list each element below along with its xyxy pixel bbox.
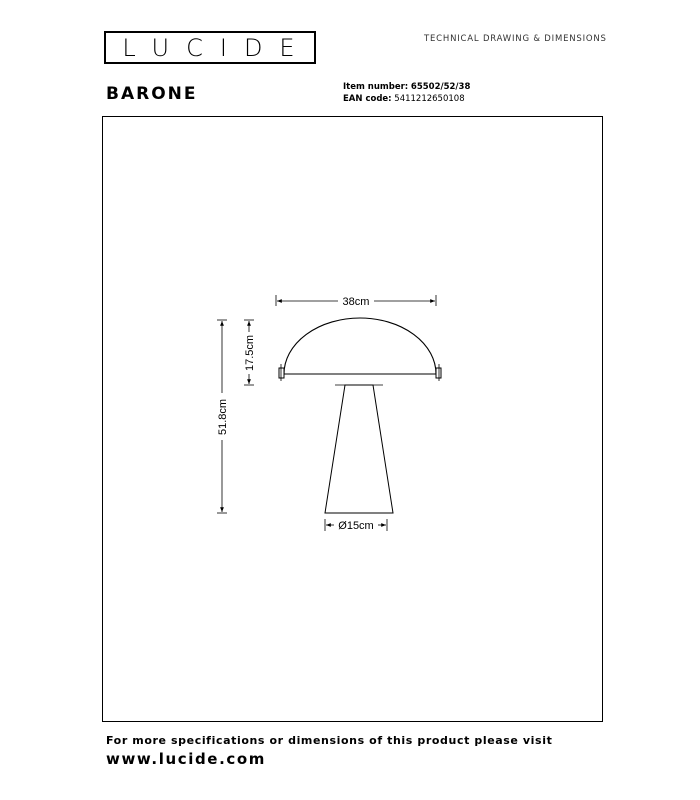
left-knob-icon: [279, 368, 284, 378]
item-number-value: 65502/52/38: [410, 82, 471, 92]
shade-height-label: 17.5cm: [244, 334, 256, 372]
lamp-base: [325, 385, 393, 513]
document-type: TECHNICAL DRAWING & DIMENSIONS: [424, 34, 607, 44]
website-link[interactable]: www.lucide.com: [106, 750, 266, 768]
lamp-shade: [284, 318, 436, 374]
right-knob-icon: [436, 368, 441, 378]
item-number-label: Item number:: [343, 82, 409, 92]
ean-value: 5411212650108: [394, 94, 465, 104]
total-height-label: 51.8cm: [217, 398, 229, 436]
ean-label: EAN code:: [343, 94, 392, 104]
product-name: BARONE: [106, 84, 198, 104]
footer-note: For more specifications or dimensions of this product please visit: [106, 734, 553, 747]
width-label: 38cm: [342, 296, 370, 308]
logo-text: LUCIDE: [122, 34, 312, 62]
base-diameter-label: Ø15cm: [338, 520, 374, 532]
